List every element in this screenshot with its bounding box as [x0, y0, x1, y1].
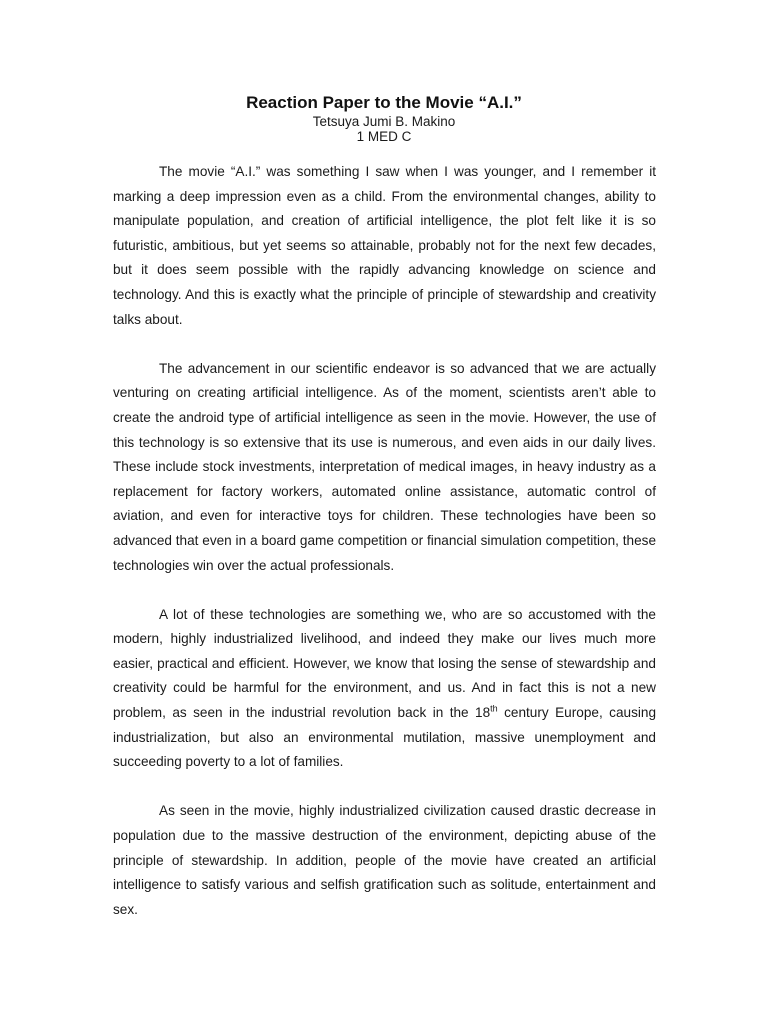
- ordinal-superscript: th: [490, 703, 498, 714]
- paragraph-3-text-after: century Europe, causing industrialization, but also an environmental mutilation, massive unemployment and succeeding poverty to a lot of families.: [113, 705, 657, 770]
- paragraph-4: [113, 799, 656, 922]
- paragraph-3: [113, 603, 656, 775]
- document-title: Reaction Paper to the Movie “A.I.”: [246, 93, 522, 112]
- paragraph-4-text: As seen in the movie, highly industrialized civilization caused drastic decrease in population due to the massive destruction of the environment, depicting abuse of the principle of stewardship. In addition, people of the movie have created an artificial intelligence to satisfy various and selfish gratification such as solitude, entertainment and sex.: [113, 803, 656, 917]
- author-name: Tetsuya Jumi B. Makino: [312, 114, 456, 129]
- document-body: [113, 160, 656, 947]
- class-section: 1 MED C: [356, 129, 412, 144]
- paragraph-2-text: The advancement in our scientific endeavor is so advanced that we are actually venturing on creating artificial intelligence. As of the moment, scientists aren’t able to create the android type of artificial intelligence as seen in the movie. However, the use of this technology is so extensive that its use is numerous, and even aids in our daily lives. These include stock investments, interpretation of medical images, in heavy industry as a replacement for factory workers, automated online assistance, automatic control of aviation, and even for interactive toys for children. These technologies have been so advanced that even in a board game competition or financial simulation competition, these technologies win over the actual professionals.: [113, 360, 656, 573]
- document-header: [0, 92, 768, 144]
- paragraph-2: [113, 357, 656, 578]
- paragraph-3-text-before: A lot of these technologies are something we, who are so accustomed with the modern, highly industrialized livelihood, and indeed they make our lives much more easier, practical and efficient. However, we know that losing the sense of stewardship and creativity could be harmful for the environment, and us. And in fact this is not a new problem, as seen in the industrial revolution back in the 18: [113, 606, 656, 721]
- paragraph-1: [113, 160, 656, 332]
- paragraph-1-text: The movie “A.I.” was something I saw when I was younger, and I remember it marking a deep impression even as a child. From the environmental changes, ability to manipulate population, and creation of artificial intelligence, the plot felt like it is so futuristic, ambitious, but yet seems so attainable, probably not for the next few decades, but it does seem possible with the rapidly advancing knowledge on science and technology. And this is exactly what the principle of principle of stewardship and creativity talks about.: [113, 164, 656, 327]
